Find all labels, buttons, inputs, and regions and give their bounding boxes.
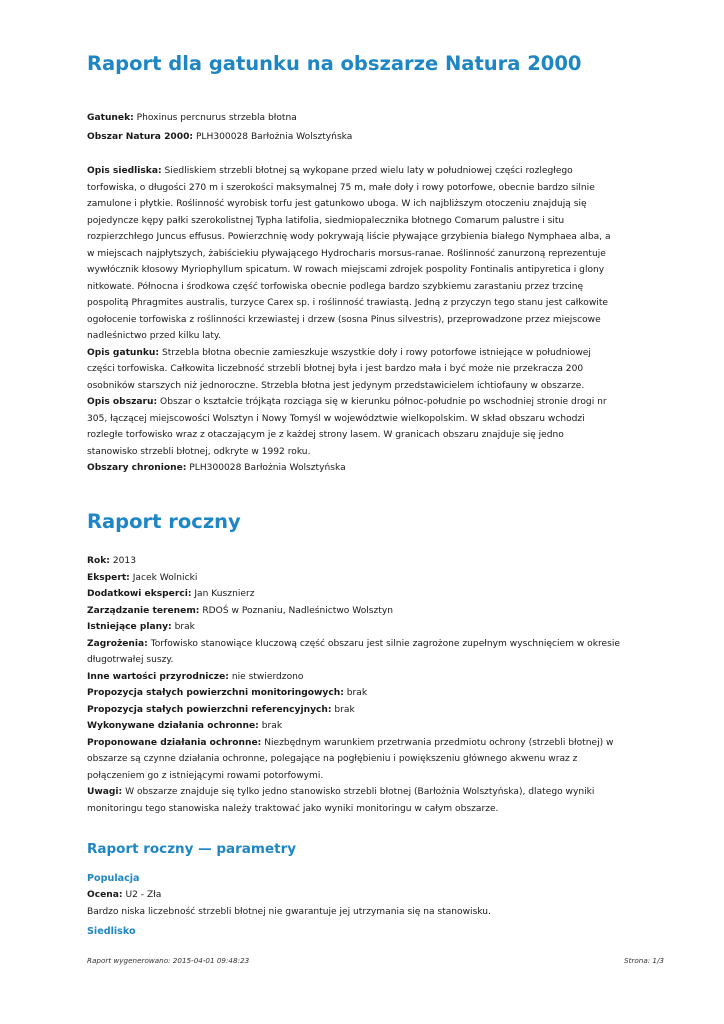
referencyjne-label: Propozycja stałych powierzchni referencyjnych: — [87, 704, 332, 715]
text-line: monitoringu tego stanowiska należy traktować jako wyniki monitoringu w całym obszarze. — [87, 803, 499, 814]
generated-timestamp: Raport wygenerowano: 2015-04-01 09:48:23 — [87, 956, 250, 965]
text-line: obszarze są czynne działania ochronne, polegające na pogłębieniu i powiększeniu głównego akwenu wraz z — [87, 754, 578, 764]
zagrozenia-label: Zagrożenia: — [87, 638, 148, 649]
text-line: 305, łączącej miejscowości Wolsztyn i Nowy Tomyśl w województwie wielkopolskim. W skład obszaru wchodzi — [87, 413, 585, 424]
opis-obszaru — [87, 394, 667, 460]
text-line: pojedyncze kępy pałki szerokolistnej Typha latifolia, siedmiopalecznika błotnego Comarum palustre i situ — [87, 215, 565, 226]
zarzadzanie-label: Zarządzanie terenem: — [87, 605, 200, 616]
siedlisko-title: Siedlisko — [87, 926, 136, 937]
text-line: nadleśnictwo przed kilku laty. — [87, 331, 221, 341]
text-line: rozpierzchłego Juncus effusus. Powierzchnię wody pokrywają liście pływające grzybienia białego Nymphaea alba, a — [87, 232, 611, 242]
opis-gatunku — [87, 345, 667, 395]
text-line: Obszar o kształcie trójkąta rozciąga się w kierunku północ-południe po wschodniej stronie drogi nr — [160, 397, 607, 407]
rok-label: Rok: — [87, 556, 110, 566]
obszary-chronione-value: PLH300028 Barłożnia Wolsztyńska — [189, 463, 346, 473]
gatunek-label: Gatunek: — [87, 113, 134, 123]
text-line: długotrwałej suszy. — [87, 655, 174, 665]
text-line: połączeniem go z istniejącymi rowami potorfowymi. — [87, 770, 324, 781]
descriptions — [87, 163, 667, 477]
text-line: zamulone i płytkie. Roślinność wyrobisk torfu jest gatunkowo uboga. W ich najbliższym otoczeniu znajdują się — [87, 199, 587, 209]
page-title: Raport dla gatunku na obszarze Natura 2000 — [87, 52, 582, 75]
text-line: nitkowate. Północna i środkowa część torfowiska obecnie podlega bardzo szybkiemu zarastaniu przez trzcinę — [87, 281, 584, 292]
wykonywane-label: Wykonywane działania ochronne: — [87, 721, 259, 731]
plany-label: Istniejące plany: — [87, 622, 172, 632]
zarzadzanie-value: RDOŚ w Poznaniu, Nadleśnictwo Wolsztyn — [202, 605, 394, 616]
text-line: Siedliskiem strzebli błotnej są wykopane przed wielu laty w południowej części rozległego — [164, 166, 573, 176]
text-line: Strzebla błotna obecnie zamieszkuje wszystkie doły i rowy potorfowe istniejące w południowej — [161, 347, 591, 358]
wykonywane-value: brak — [261, 721, 283, 731]
text-line: Niezbędnym warunkiem przetrwania przedmiotu ochrony (strzebli błotnej) w — [264, 737, 614, 748]
inne-value: nie stwierdzono — [231, 671, 304, 682]
raport-roczny-title: Raport roczny — [87, 510, 241, 533]
species-info — [87, 110, 667, 145]
ocena-value: U2 - Zła — [125, 890, 162, 900]
monitoring-value: brak — [346, 688, 368, 698]
populacja-fields — [87, 887, 667, 920]
raport-roczny-fields — [87, 553, 667, 817]
opis-obszaru-label: Opis obszaru: — [87, 397, 158, 407]
opis-siedliska — [87, 163, 667, 345]
obszar-label: Obszar Natura 2000: — [87, 131, 194, 142]
page-number: Strona: 1/3 — [624, 956, 664, 965]
rok-value: 2013 — [112, 556, 136, 566]
obszary-chronione-label: Obszary chronione: — [87, 463, 187, 473]
text-line: rozległe torfowisko wraz z otaczającym je z każdej strony lasem. W granicach obszaru znajduje się jedno — [87, 430, 564, 440]
obszar-value: PLH300028 Barłożnia Wolsztyńska — [195, 131, 353, 142]
opis-gatunku-label: Opis gatunku: — [87, 347, 160, 358]
populacja-text: Bardzo niska liczebność strzebli błotnej nie gwarantuje jej utrzymania się na stanowisku. — [87, 906, 491, 917]
obszary-chronione — [87, 460, 667, 477]
parametry-title: Raport roczny — parametry — [87, 841, 297, 857]
referencyjne-value: brak — [334, 704, 355, 715]
inne-label: Inne wartości przyrodnicze: — [87, 671, 229, 682]
ekspert-value: Jacek Wolnicki — [132, 572, 198, 583]
populacja-title: Populacja — [87, 873, 140, 884]
dodatkowi-value: Jan Kusznierz — [194, 589, 255, 599]
text-line: stanowisko strzebli błotnej, odkryte w 1992 roku. — [87, 446, 311, 457]
opis-siedliska-label: Opis siedliska: — [87, 166, 162, 176]
text-line: torfowiska, o długości 270 m i szerokości maksymalnej 75 m, małe doły i rowy potorfowe, obecnie bardzo silnie — [87, 182, 595, 193]
text-line: pospolitą Phragmites australis, turzyce Carex sp. i roślinność trawiastą. Jedną z przyczyn tego stanu jest całkowite — [87, 298, 608, 308]
uwagi-label: Uwagi: — [87, 787, 123, 797]
text-line: wywłócznik kłosowy Myriophyllum spicatum. W rowach miejscami zdrojek pospolity Fontinalis antipyretica i glony — [87, 265, 605, 275]
text-line: osobników starszych niż jednoroczne. Strzebla błotna jest jedynym przedstawicielem ichtiofauny w obszarze. — [87, 380, 585, 391]
dodatkowi-label: Dodatkowi eksperci: — [87, 589, 192, 599]
text-line: Torfowisko stanowiące kluczową część obszaru jest silnie zagrożone zupełnym wyschnięciem w okresie — [150, 638, 621, 649]
ekspert-label: Ekspert: — [87, 572, 130, 583]
proponowane-label: Proponowane działania ochronne: — [87, 737, 262, 748]
gatunek-value: Phoxinus percnurus strzebla błotna — [136, 113, 297, 123]
text-line: części torfowiska. Całkowita liczebność strzebli błotnej była i jest bardzo mała i być może nie przekracza 200 — [87, 364, 584, 374]
text-line: w miejscach najpłytszych, żabiściekiu pływającego Hydrocharis morsus-ranae. Roślinność zanurzoną reprezentuje — [87, 248, 606, 259]
ocena-label: Ocena: — [87, 890, 123, 900]
monitoring-label: Propozycja stałych powierzchni monitoringowych: — [87, 688, 344, 698]
text-line: ogołocenie torfowiska z roślinności krzewiastej i drzew (sosna Pinus silvestris), przeprowadzone przez miejscowe — [87, 314, 601, 325]
text-line: W obszarze znajduje się tylko jedno stanowisko strzebli błotnej (Barłożnia Wolsztyńska), dlatego wyniki — [125, 787, 595, 797]
plany-value: brak — [174, 622, 195, 632]
